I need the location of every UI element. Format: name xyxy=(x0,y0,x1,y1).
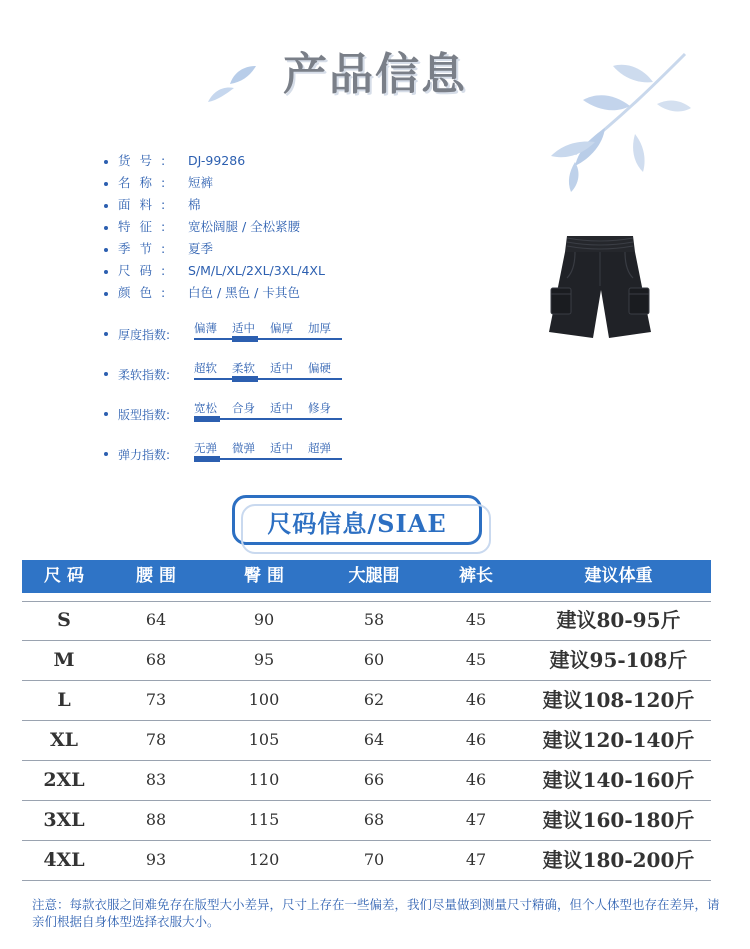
hip-cell: 115 xyxy=(248,810,280,829)
weight-cell: 建议120-140斤 xyxy=(542,728,695,752)
index-option: 超弹 xyxy=(308,441,331,455)
waist-cell: 64 xyxy=(145,610,167,629)
table-row xyxy=(22,801,711,841)
index-option: 偏硬 xyxy=(308,361,331,375)
column-header: 裤长 xyxy=(459,566,493,586)
spec-row: 面料: 棉 xyxy=(104,194,325,216)
spec-list xyxy=(104,150,325,304)
index-track xyxy=(194,338,342,340)
thigh-cell: 62 xyxy=(363,690,385,709)
weight-cell: 建议80-95斤 xyxy=(556,608,681,632)
index-option: 适中 xyxy=(270,401,293,415)
page-title: 产品信息 xyxy=(283,49,467,100)
bullet-icon xyxy=(104,160,108,164)
size-cell: XL xyxy=(49,729,79,751)
length-cell: 45 xyxy=(465,610,487,629)
bullet-icon xyxy=(104,182,108,186)
waist-cell: 68 xyxy=(145,650,167,669)
table-row xyxy=(22,761,711,801)
table-row xyxy=(22,721,711,761)
size-cell: M xyxy=(53,649,75,671)
bullet-icon xyxy=(104,204,108,208)
index-option: 超软 xyxy=(194,361,217,375)
product-shorts-image xyxy=(545,232,655,344)
table-row xyxy=(22,841,711,881)
length-cell: 46 xyxy=(465,730,487,749)
hip-cell: 120 xyxy=(248,850,280,869)
size-section-title: 尺码信息/SIAE xyxy=(267,509,447,538)
index-option: 柔软 xyxy=(232,361,255,375)
index-option: 无弹 xyxy=(194,441,217,455)
size-cell: L xyxy=(57,689,71,711)
column-header: 臀 围 xyxy=(244,566,284,586)
thigh-cell: 58 xyxy=(363,610,385,629)
weight-cell: 建议95-108斤 xyxy=(549,648,688,672)
index-marker xyxy=(194,416,220,422)
hip-cell: 95 xyxy=(253,650,275,669)
size-cell: 2XL xyxy=(43,769,85,791)
index-track xyxy=(194,378,342,380)
column-header: 尺 码 xyxy=(44,566,84,586)
size-cell: 3XL xyxy=(43,809,85,831)
bullet-icon xyxy=(104,270,108,274)
thigh-cell: 60 xyxy=(363,650,385,669)
index-option: 适中 xyxy=(270,361,293,375)
hip-cell: 100 xyxy=(248,690,280,709)
weight-cell: 建议108-120斤 xyxy=(542,688,695,712)
length-cell: 45 xyxy=(465,650,487,669)
bullet-icon xyxy=(104,292,108,296)
index-marker xyxy=(232,336,258,342)
hip-cell: 105 xyxy=(248,730,280,749)
weight-cell: 建议160-180斤 xyxy=(542,808,695,832)
spec-row: 特征: 宽松阔腿 / 全松紧腰 xyxy=(104,216,325,238)
bullet-icon xyxy=(104,412,108,416)
bullet-icon xyxy=(104,248,108,252)
waist-cell: 83 xyxy=(145,770,167,789)
weight-cell: 建议140-160斤 xyxy=(542,768,695,792)
thigh-cell: 66 xyxy=(363,770,385,789)
spec-row: 名称: 短裤 xyxy=(104,172,325,194)
thigh-cell: 64 xyxy=(363,730,385,749)
bullet-icon xyxy=(104,452,108,456)
length-cell: 47 xyxy=(465,850,487,869)
spec-row: 尺码: S/M/L/XL/2XL/3XL/4XL xyxy=(104,260,325,282)
index-option: 偏厚 xyxy=(270,321,293,335)
bullet-icon xyxy=(104,332,108,336)
waist-cell: 73 xyxy=(145,690,167,709)
size-cell: S xyxy=(57,609,71,631)
index-option: 合身 xyxy=(232,401,255,415)
index-option: 加厚 xyxy=(308,321,331,335)
bullet-icon xyxy=(104,372,108,376)
hip-cell: 110 xyxy=(248,770,280,789)
waist-cell: 78 xyxy=(145,730,167,749)
leaf-decoration-icon xyxy=(204,62,260,106)
index-option: 修身 xyxy=(308,401,331,415)
size-note: 注意：每款衣服之间难免存在版型大小差异，尺寸上存在一些偏差，我们尽量做到测量尺寸精确，但个人体型也存在差异，请亲们根据自身体型选择衣服大小。 xyxy=(32,897,720,929)
table-row xyxy=(22,641,711,681)
length-cell: 47 xyxy=(465,810,487,829)
branch-decoration-icon xyxy=(535,44,695,194)
spec-row: 颜色: 白色 / 黑色 / 卡其色 xyxy=(104,282,325,304)
index-option: 适中 xyxy=(232,321,255,335)
column-header: 建议体重 xyxy=(584,566,653,586)
index-option: 适中 xyxy=(270,441,293,455)
thigh-cell: 70 xyxy=(363,850,385,869)
length-cell: 46 xyxy=(465,770,487,789)
waist-cell: 88 xyxy=(145,810,167,829)
waist-cell: 93 xyxy=(145,850,167,869)
column-header: 大腿围 xyxy=(348,566,400,586)
weight-cell: 建议180-200斤 xyxy=(542,848,695,872)
table-row xyxy=(22,601,711,641)
spec-row: 季节: 夏季 xyxy=(104,238,325,260)
thigh-cell: 68 xyxy=(363,810,385,829)
spec-row: 货号: DJ-99286 xyxy=(104,150,325,172)
size-table-header xyxy=(22,560,711,593)
table-row xyxy=(22,681,711,721)
length-cell: 46 xyxy=(465,690,487,709)
hip-cell: 90 xyxy=(253,610,275,629)
index-option: 宽松 xyxy=(194,401,217,415)
index-option: 偏薄 xyxy=(194,321,217,335)
index-option: 微弹 xyxy=(232,441,255,455)
size-cell: 4XL xyxy=(43,849,85,871)
column-header: 腰 围 xyxy=(136,566,176,586)
index-marker xyxy=(232,376,258,382)
index-marker xyxy=(194,456,220,462)
bullet-icon xyxy=(104,226,108,230)
